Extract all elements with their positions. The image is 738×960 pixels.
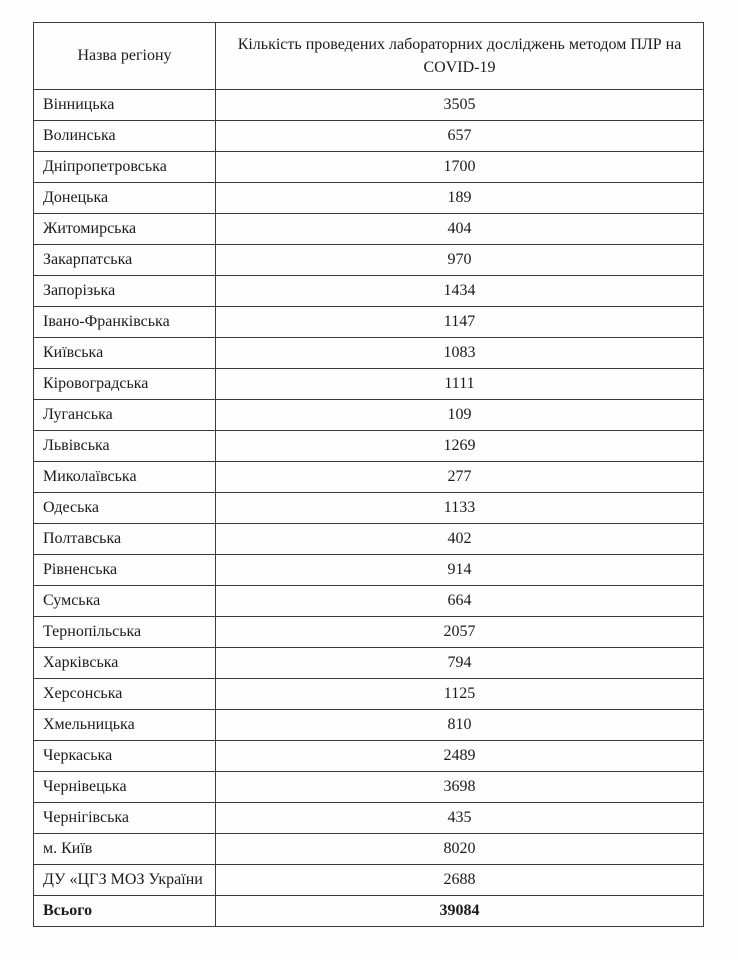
test-count-cell: 664: [216, 586, 704, 617]
table-row: [34, 741, 704, 772]
region-name-cell: Київська: [34, 338, 216, 369]
table-row: [34, 431, 704, 462]
table-row: [34, 834, 704, 865]
test-count-cell: 1111: [216, 369, 704, 400]
test-count-cell: 2057: [216, 617, 704, 648]
table-row: [34, 338, 704, 369]
region-name-cell: Чернівецька: [34, 772, 216, 803]
region-name-cell: Тернопільська: [34, 617, 216, 648]
region-name-cell: Миколаївська: [34, 462, 216, 493]
region-name-cell: Харківська: [34, 648, 216, 679]
region-name-cell: Черкаська: [34, 741, 216, 772]
table-row: [34, 803, 704, 834]
region-name-cell: Полтавська: [34, 524, 216, 555]
pcr-tests-table: [33, 22, 704, 927]
region-name-cell: м. Київ: [34, 834, 216, 865]
table-row: [34, 400, 704, 431]
table-row: [34, 183, 704, 214]
test-count-cell: 1434: [216, 276, 704, 307]
table-row: [34, 617, 704, 648]
region-name-cell: Волинська: [34, 121, 216, 152]
test-count-cell: 404: [216, 214, 704, 245]
test-count-cell: 189: [216, 183, 704, 214]
test-count-cell: 794: [216, 648, 704, 679]
total-label-cell: Всього: [34, 896, 216, 927]
table-row: [34, 307, 704, 338]
region-name-cell: Закарпатська: [34, 245, 216, 276]
region-name-cell: Кіровоградська: [34, 369, 216, 400]
total-row: [34, 896, 704, 927]
region-name-cell: Львівська: [34, 431, 216, 462]
test-count-cell: 657: [216, 121, 704, 152]
test-count-cell: 1133: [216, 493, 704, 524]
region-name-cell: Дніпропетровська: [34, 152, 216, 183]
table-row: [34, 555, 704, 586]
region-name-cell: Луганська: [34, 400, 216, 431]
region-name-cell: Запорізька: [34, 276, 216, 307]
test-count-cell: 2489: [216, 741, 704, 772]
table-row: [34, 524, 704, 555]
table-row: [34, 369, 704, 400]
region-name-cell: Чернігівська: [34, 803, 216, 834]
region-name-cell: Рівненська: [34, 555, 216, 586]
region-name-cell: Сумська: [34, 586, 216, 617]
test-count-cell: 810: [216, 710, 704, 741]
test-count-cell: 1125: [216, 679, 704, 710]
region-name-cell: Вінницька: [34, 90, 216, 121]
table-row: [34, 245, 704, 276]
column-header-count-line2: COVID-19: [423, 59, 496, 76]
column-header-region: Назва регіону: [34, 23, 216, 90]
total-value-cell: 39084: [216, 896, 704, 927]
region-name-cell: Івано-Франківська: [34, 307, 216, 338]
region-name-cell: Житомирська: [34, 214, 216, 245]
column-header-count: [216, 23, 704, 90]
test-count-cell: 402: [216, 524, 704, 555]
test-count-cell: 435: [216, 803, 704, 834]
test-count-cell: 109: [216, 400, 704, 431]
table-row: [34, 710, 704, 741]
test-count-cell: 1083: [216, 338, 704, 369]
test-count-cell: 970: [216, 245, 704, 276]
test-count-cell: 8020: [216, 834, 704, 865]
test-count-cell: 3505: [216, 90, 704, 121]
table-row: [34, 679, 704, 710]
region-name-cell: Херсонська: [34, 679, 216, 710]
table-row: [34, 214, 704, 245]
table-row: [34, 772, 704, 803]
table-row: [34, 276, 704, 307]
table-row: [34, 865, 704, 896]
table-row: [34, 121, 704, 152]
test-count-cell: 2688: [216, 865, 704, 896]
table-row: [34, 90, 704, 121]
region-name-cell: Одеська: [34, 493, 216, 524]
header-row: [34, 23, 704, 90]
table-row: [34, 152, 704, 183]
table-row: [34, 648, 704, 679]
region-name-cell: Хмельницька: [34, 710, 216, 741]
column-header-count-line1: Кількість проведених лабораторних досліджень методом ПЛР на: [237, 35, 682, 53]
test-count-cell: 277: [216, 462, 704, 493]
table-row: [34, 462, 704, 493]
test-count-cell: 3698: [216, 772, 704, 803]
test-count-cell: 914: [216, 555, 704, 586]
test-count-cell: 1700: [216, 152, 704, 183]
test-count-cell: 1147: [216, 307, 704, 338]
test-count-cell: 1269: [216, 431, 704, 462]
region-name-cell: ДУ «ЦГЗ МОЗ України: [34, 865, 216, 896]
table-row: [34, 586, 704, 617]
region-name-cell: Донецька: [34, 183, 216, 214]
table-row: [34, 493, 704, 524]
